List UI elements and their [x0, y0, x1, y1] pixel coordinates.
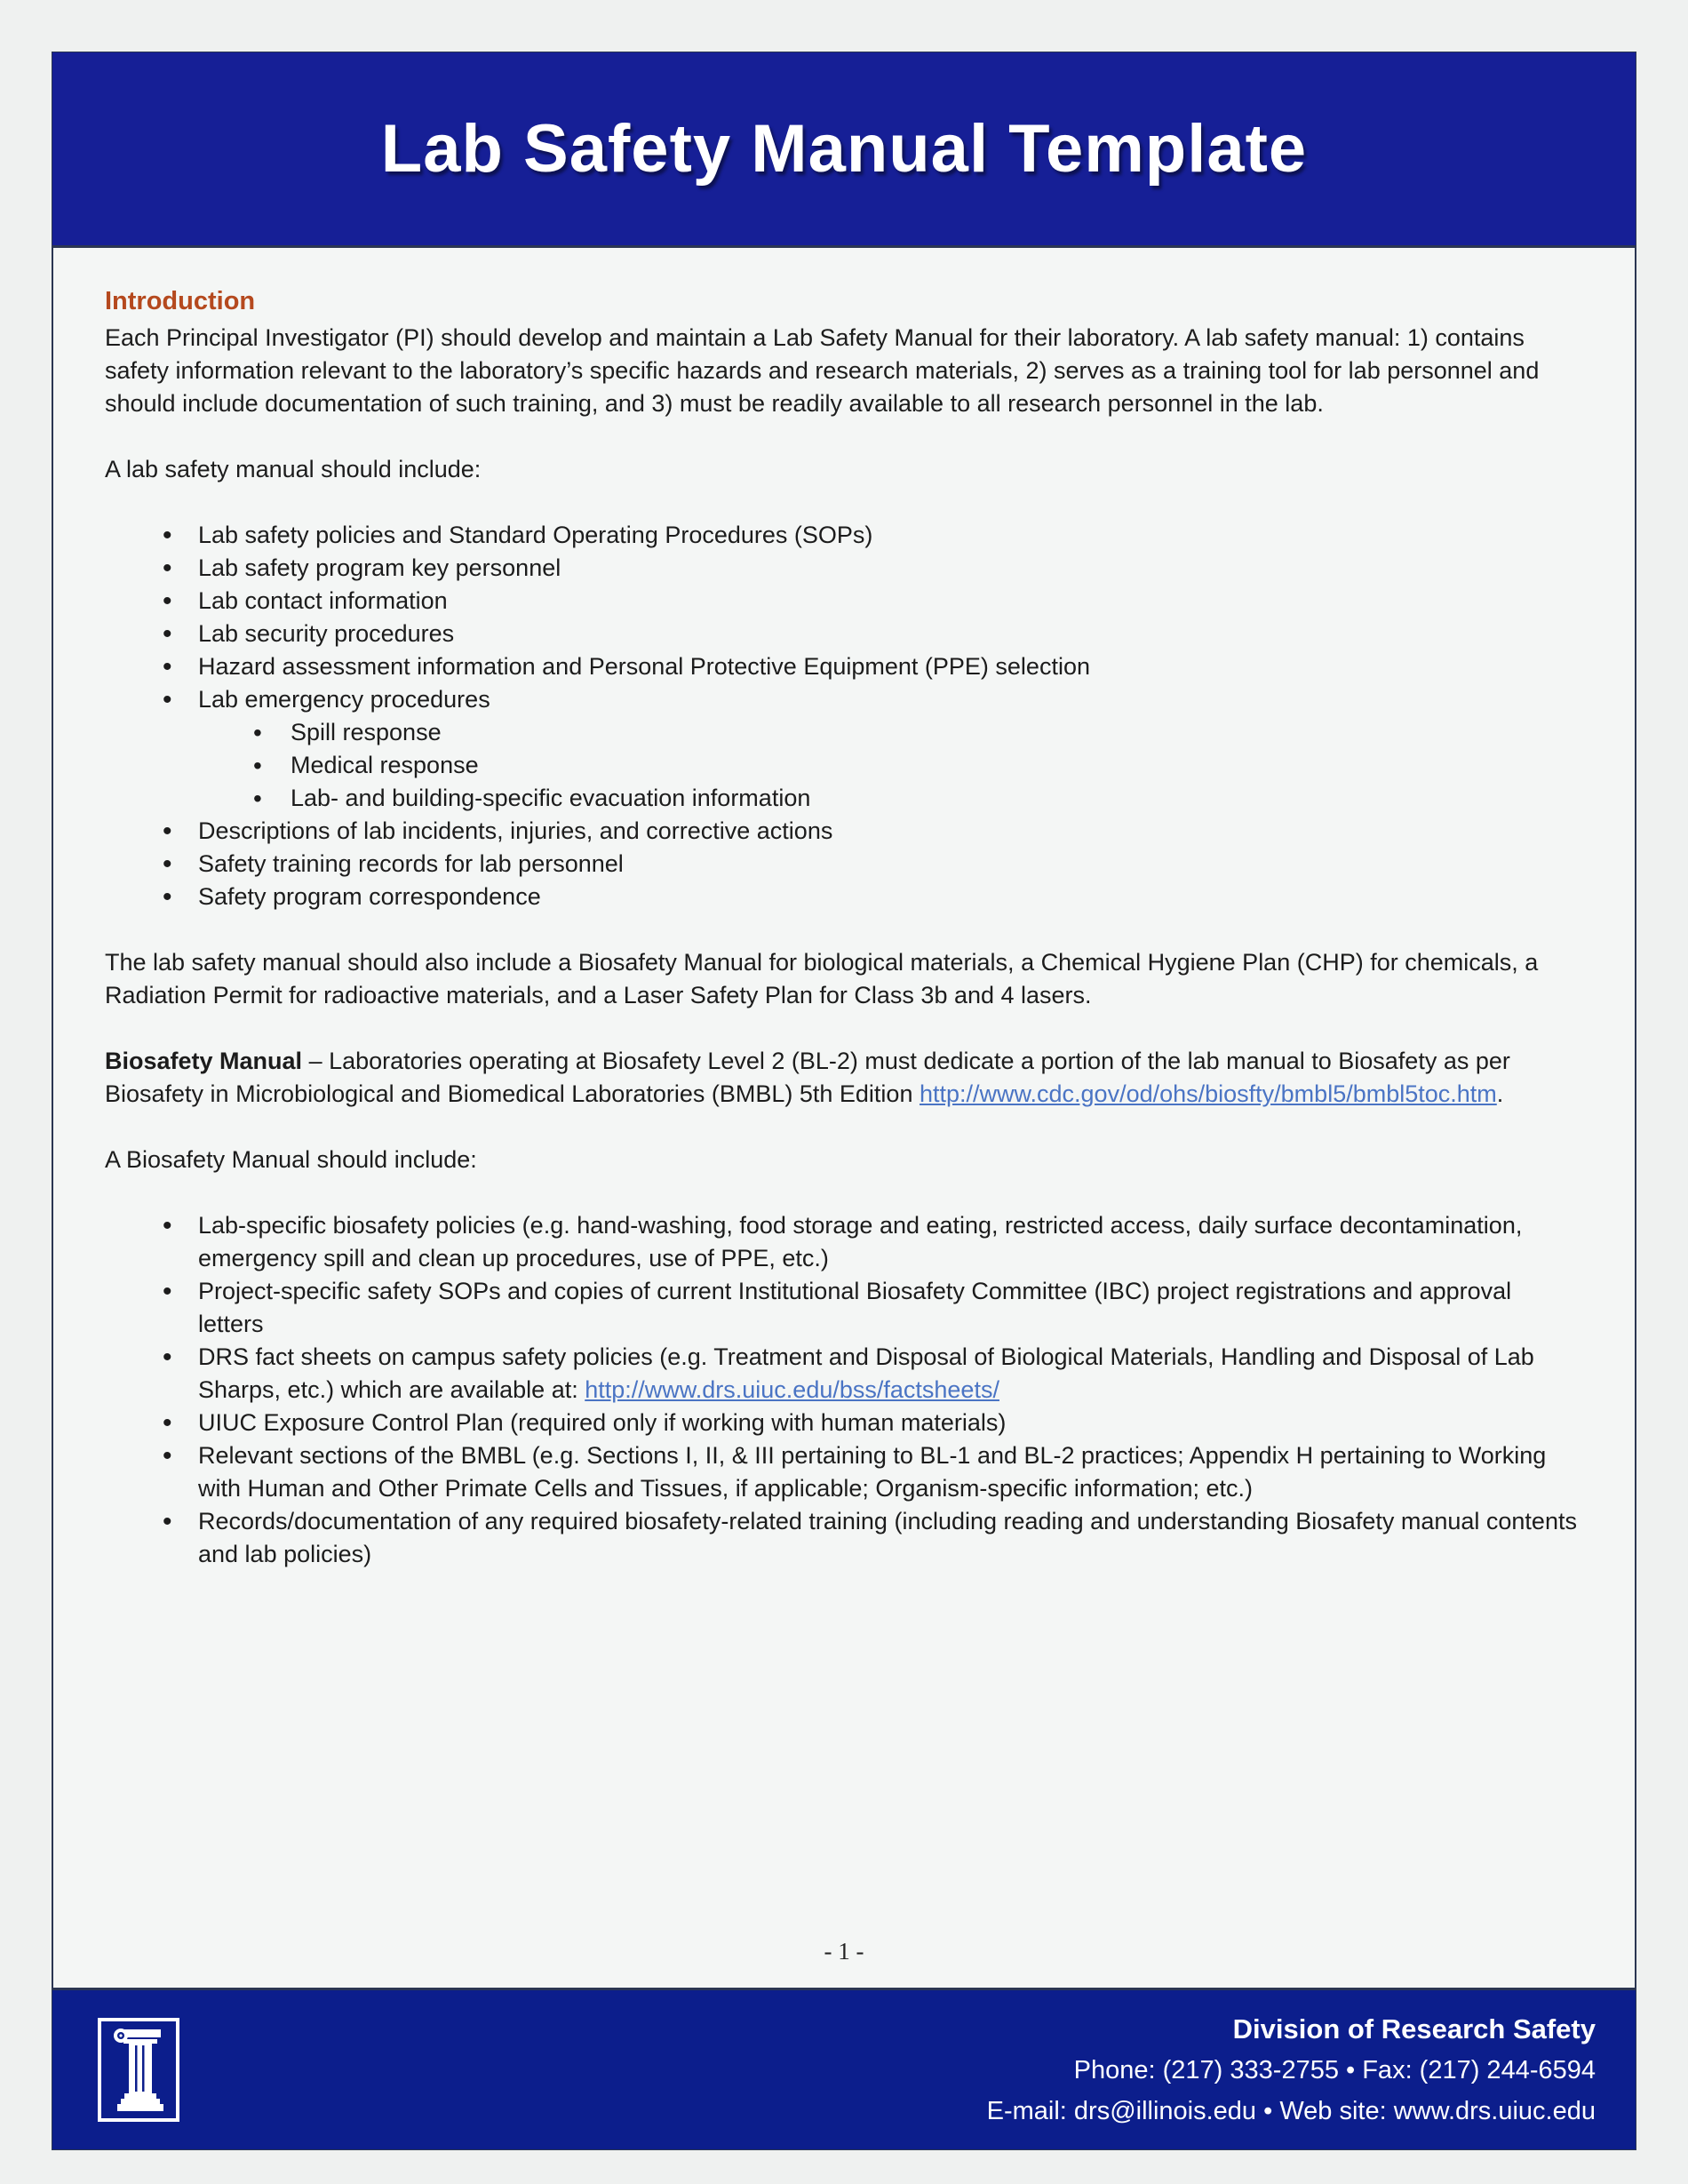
biosafety-paragraph: Biosafety Manual – Laboratories operating at Biosafety Level 2 (BL-2) must dedicate a portion of the lab manual to Biosafety as per Biosafety in Microbiological and Biomedical Laboratories (BMBL) 5th Edition http://www.cdc.gov/od/ohs/biosfty/bmbl5/bmbl5toc.htm.	[105, 1048, 1510, 1107]
footer-contact-block	[180, 2009, 1636, 2132]
list-item-drs-factsheets: • DRS fact sheets on campus safety policies (e.g. Treatment and Disposal of Biological Materials, Handling and Disposal of Lab Sharps, etc.) which are available at: http://www.drs.uiuc.edu/bss/factsheets/	[163, 1341, 1583, 1407]
lab-safety-manual-list	[105, 519, 1583, 913]
biosafety-list-lead: A Biosafety Manual should include:	[105, 1146, 477, 1173]
introduction-heading: Introduction	[105, 287, 256, 315]
footer-email-web: E-mail: drs@illinois.edu • Web site: www.drs.uiuc.edu	[986, 2096, 1596, 2125]
list-item: • Descriptions of lab incidents, injuries, and corrective actions	[163, 815, 1583, 848]
page-title: Lab Safety Manual Template	[380, 111, 1308, 187]
list-item: • Relevant sections of the BMBL (e.g. Sections I, II, & III pertaining to BL-1 and BL-2 practices; Appendix H pertaining to Working with Human and Other Primate Cells and Tissues, if applicable; Organism-specific information; etc.)	[163, 1439, 1583, 1505]
list-item: • Hazard assessment information and Personal Protective Equipment (PPE) selection	[163, 650, 1583, 683]
sublist-item: • Medical response	[253, 749, 1583, 782]
footer-org-name: Division of Research Safety	[1232, 2013, 1596, 2045]
list-item: • Safety training records for lab personnel	[163, 848, 1583, 881]
footer-phone-fax: Phone: (217) 333-2755 • Fax: (217) 244-6594	[1073, 2055, 1596, 2084]
other-manuals-paragraph: The lab safety manual should also include a Biosafety Manual for biological materials, a Chemical Hygiene Plan (CHP) for chemicals, a Radiation Permit for radioactive materials, and a Laser Safety Plan for Class 3b and 4 lasers.	[105, 949, 1539, 1008]
list-item: • Lab-specific biosafety policies (e.g. hand-washing, food storage and eating, restricted access, daily surface decontamination, emergency spill and clean up procedures, use of PPE, etc.)	[163, 1209, 1583, 1275]
page-number: - 1 -	[824, 1938, 864, 1965]
sublist-item: • Lab- and building-specific evacuation information	[253, 782, 1583, 815]
biosafety-manual-label: Biosafety Manual	[105, 1048, 303, 1074]
list-item: • Lab safety policies and Standard Operating Procedures (SOPs)	[163, 519, 1583, 552]
list-item-lab-emergency: • Lab emergency procedures • Spill response • Medical response • Lab- and building-specific evacuation information	[163, 683, 1583, 815]
list-item: • Lab safety program key personnel	[163, 552, 1583, 585]
list-item: • Lab security procedures	[163, 618, 1583, 650]
emergency-sublist	[198, 716, 1583, 815]
uiuc-column-logo-icon	[97, 2017, 180, 2123]
header-banner	[52, 52, 1636, 246]
list-item: • Safety program correspondence	[163, 881, 1583, 913]
footer-banner	[52, 1988, 1636, 2150]
manual-list-lead: A lab safety manual should include:	[105, 456, 482, 482]
document-body	[52, 246, 1636, 1988]
drs-factsheets-link[interactable]: http://www.drs.uiuc.edu/bss/factsheets/	[585, 1376, 999, 1403]
list-item: • UIUC Exposure Control Plan (required only if working with human materials)	[163, 1407, 1583, 1439]
list-item: • Records/documentation of any required biosafety-related training (including reading and understanding Biosafety manual contents and lab policies)	[163, 1505, 1583, 1571]
list-item: • Project-specific safety SOPs and copies of current Institutional Biosafety Committee (IBC) project registrations and approval letters	[163, 1275, 1583, 1341]
biosafety-manual-list	[105, 1209, 1583, 1571]
intro-paragraph: Each Principal Investigator (PI) should develop and maintain a Lab Safety Manual for their laboratory. A lab safety manual: 1) contains safety information relevant to the laboratory’s specific hazards and research materials, 2) serves as a training tool for lab personnel and should include documentation of such training, and 3) must be readily available to all research personnel in the lab.	[105, 324, 1540, 417]
cdc-bmbl-link[interactable]: http://www.cdc.gov/od/ohs/biosfty/bmbl5/bmbl5toc.htm	[919, 1080, 1497, 1107]
sublist-item: • Spill response	[253, 716, 1583, 749]
list-item: • Lab contact information	[163, 585, 1583, 618]
